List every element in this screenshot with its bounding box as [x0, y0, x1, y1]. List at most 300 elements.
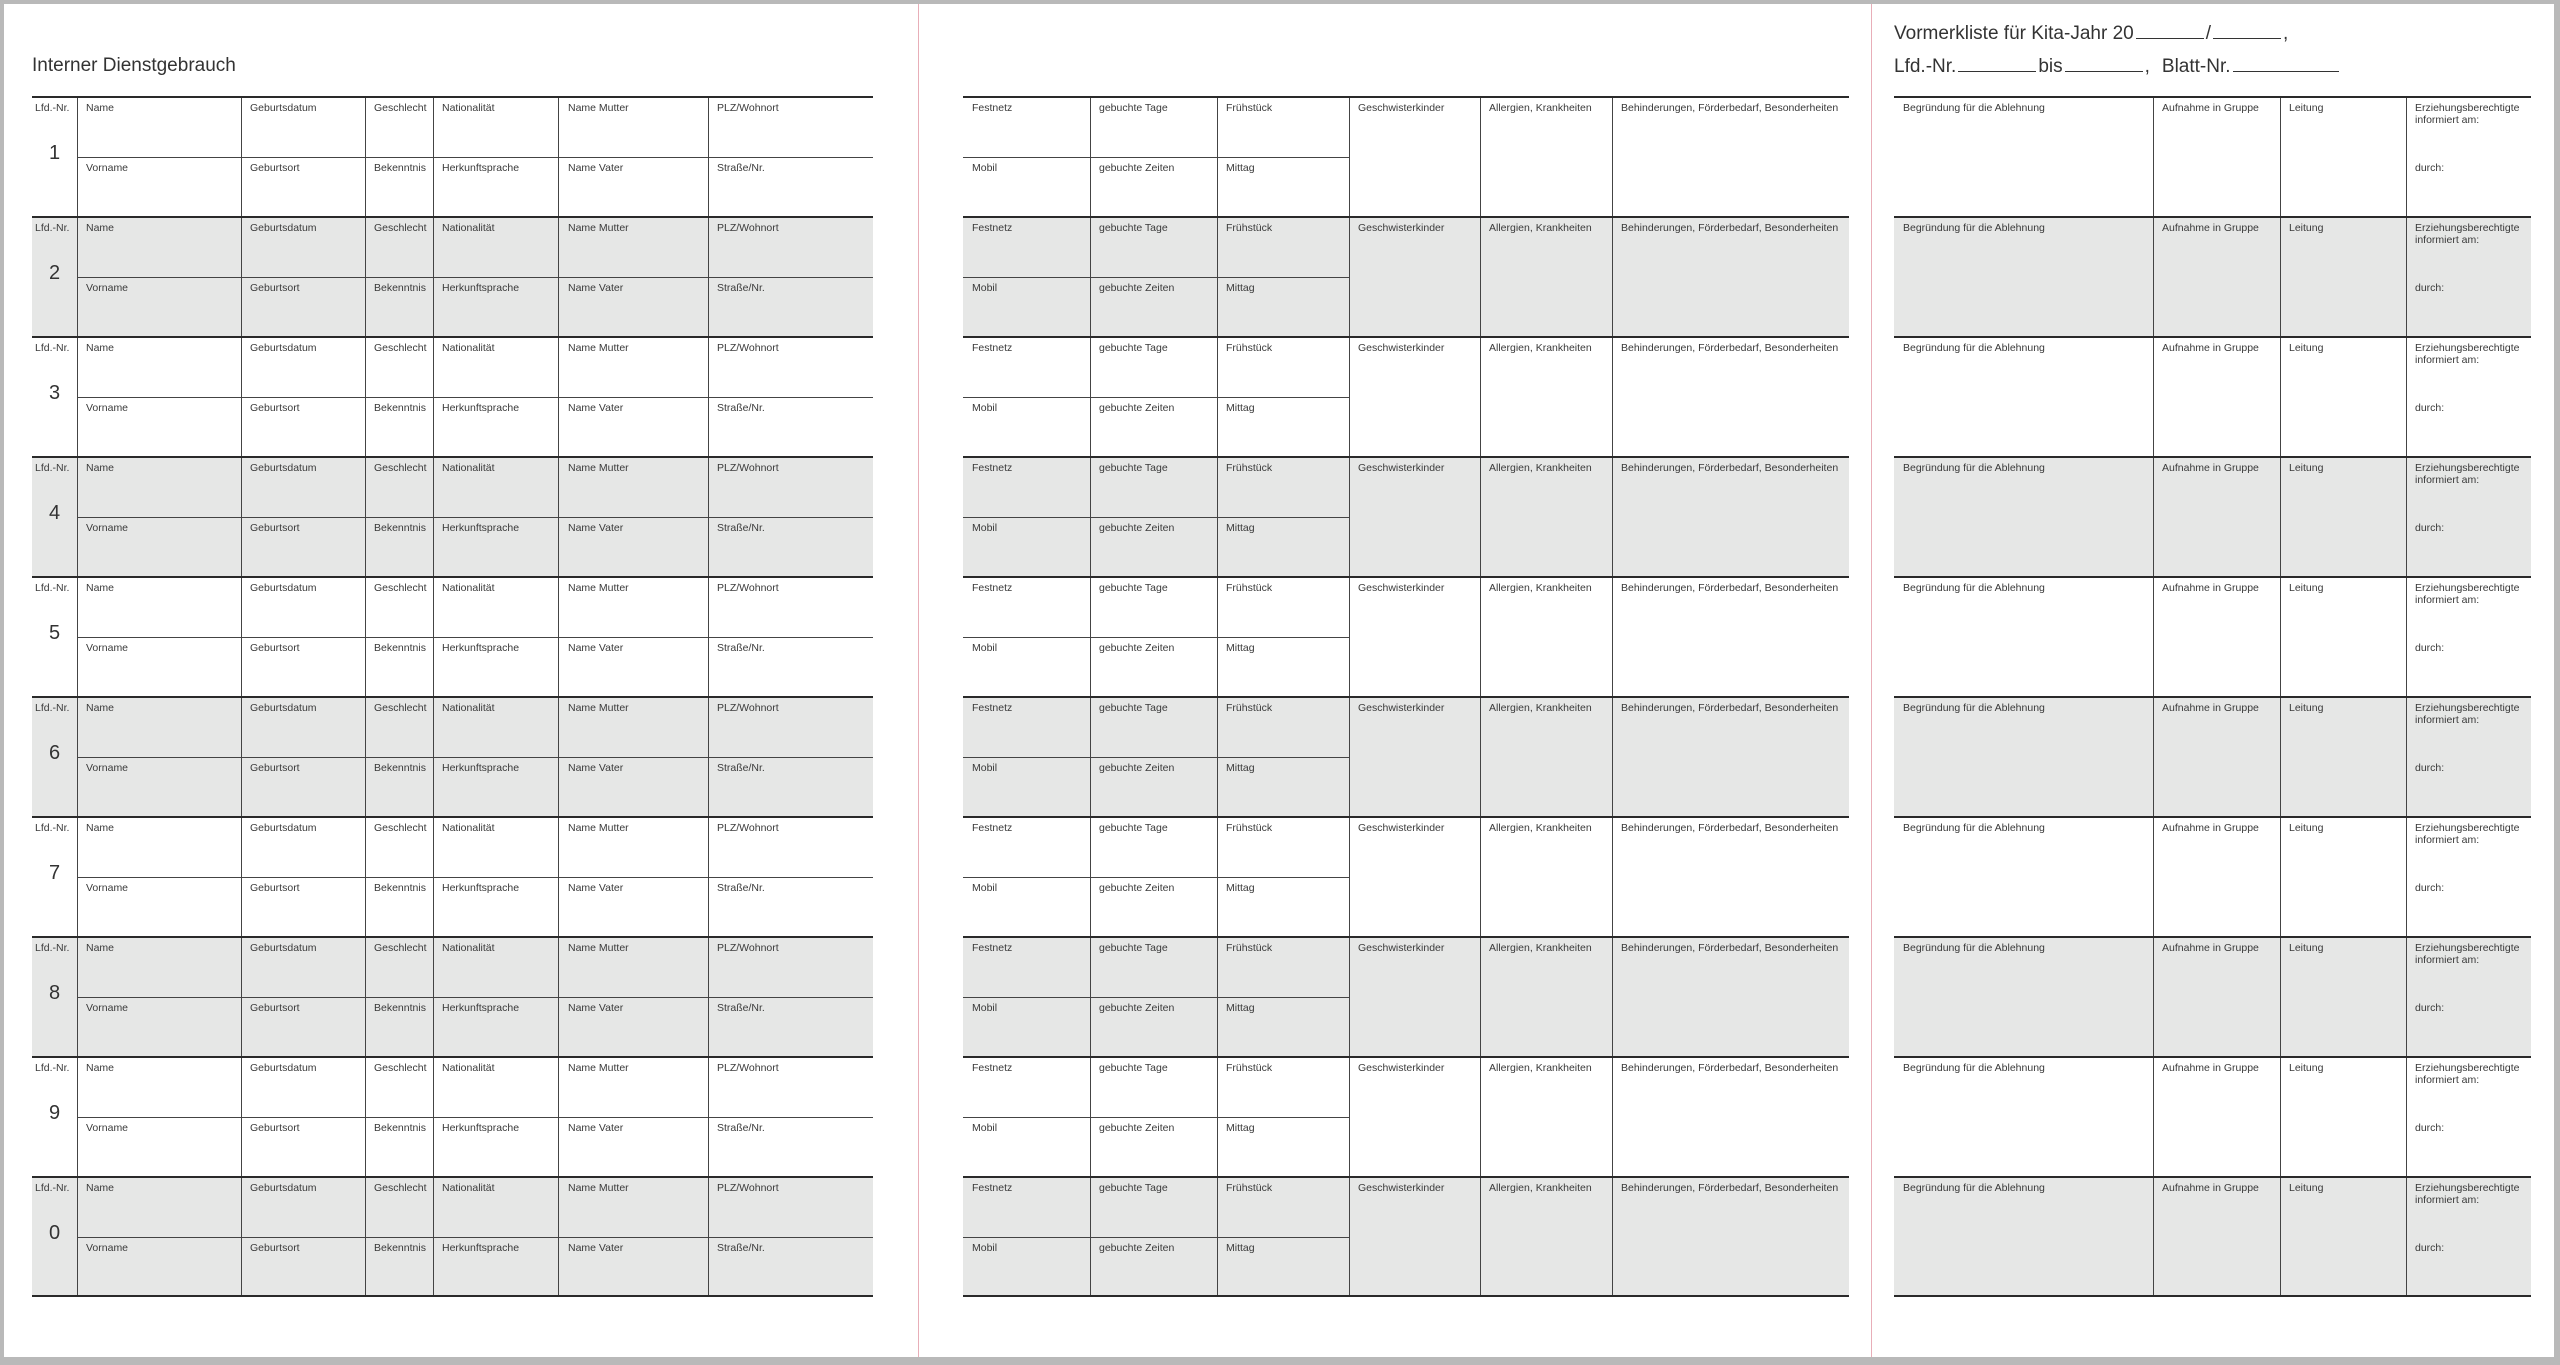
record-block: [963, 1056, 1849, 1176]
field-label: Frühstück: [1226, 1182, 1273, 1194]
field-label: Geschwisterkinder: [1358, 1182, 1445, 1194]
field-label: Leitung: [2289, 222, 2324, 234]
field-label: Mobil: [972, 402, 998, 414]
column-divider: [2406, 578, 2407, 696]
field-label: Nationalität: [442, 942, 495, 954]
record-block: [963, 216, 1849, 336]
field-label: gebuchte Tage: [1099, 702, 1168, 714]
row-divider: [963, 397, 1349, 398]
field-label: Begründung für die Ablehnung: [1903, 342, 2045, 354]
field-label: Geschlecht: [374, 1182, 427, 1194]
field-label: Vorname: [86, 1122, 129, 1134]
informed-label: Erziehungsberechtigte informiert am:: [2415, 342, 2520, 366]
field-label: gebuchte Tage: [1099, 582, 1168, 594]
field-label: Nationalität: [442, 822, 495, 834]
column-divider: [1480, 98, 1481, 216]
field-label: Mittag: [1226, 762, 1255, 774]
field-label: Allergien, Krankheiten: [1489, 582, 1592, 594]
field-label: Aufnahme in Gruppe: [2162, 462, 2259, 474]
field-label: Name Vater: [568, 402, 624, 414]
field-label: Allergien, Krankheiten: [1489, 462, 1592, 474]
informed-by-label: durch:: [2415, 522, 2445, 534]
field-label: Behinderungen, Förderbedarf, Besonderheiten: [1621, 222, 1839, 234]
field-label: PLZ/Wohnort: [717, 702, 779, 714]
record-block: [32, 816, 873, 936]
record-block: [963, 1176, 1849, 1296]
column-divider: [1612, 338, 1613, 456]
column-divider: [2153, 1178, 2154, 1296]
field-label: Name Vater: [568, 1242, 624, 1254]
field-label: Mittag: [1226, 642, 1255, 654]
field-label: PLZ/Wohnort: [717, 1062, 779, 1074]
informed-by-label: durch:: [2415, 162, 2445, 174]
field-label: Geschwisterkinder: [1358, 1062, 1445, 1074]
lfd-nr-label: Lfd.-Nr.: [35, 702, 70, 714]
field-label: Nationalität: [442, 702, 495, 714]
field-label: gebuchte Zeiten: [1099, 282, 1175, 294]
field-label: Vorname: [86, 762, 129, 774]
field-label: Leitung: [2289, 822, 2324, 834]
record-block: [963, 936, 1849, 1056]
field-label: Behinderungen, Förderbedarf, Besonderheiten: [1621, 1062, 1839, 1074]
field-label: Frühstück: [1226, 342, 1273, 354]
column-divider: [2280, 218, 2281, 336]
field-label: Nationalität: [442, 342, 495, 354]
informed-by-label: durch:: [2415, 402, 2445, 414]
row-divider: [963, 277, 1349, 278]
field-label: Geschlecht: [374, 342, 427, 354]
field-label: Geburtsdatum: [250, 102, 317, 114]
record-block: [1894, 96, 2531, 216]
lfd-nr-label: Lfd.-Nr.: [35, 582, 70, 594]
field-label: Straße/Nr.: [717, 882, 765, 894]
record-block: [963, 816, 1849, 936]
column-divider: [1349, 98, 1350, 216]
column-divider: [1349, 338, 1350, 456]
field-label: Begründung für die Ablehnung: [1903, 942, 2045, 954]
field-label: Behinderungen, Förderbedarf, Besonderheiten: [1621, 342, 1839, 354]
field-label: Begründung für die Ablehnung: [1903, 582, 2045, 594]
field-label: Name Mutter: [568, 342, 629, 354]
kita-year-label: Vormerkliste für Kita-Jahr 20: [1894, 23, 2134, 44]
field-label: Herkunftsprache: [442, 522, 520, 534]
field-label: Geschwisterkinder: [1358, 582, 1445, 594]
field-label: Geschlecht: [374, 582, 427, 594]
sheet-number-line: [1894, 56, 2341, 78]
booking-health-table: [963, 96, 1849, 1297]
column-divider: [2280, 1178, 2281, 1296]
field-label: Bekenntnis: [374, 162, 426, 174]
record-block: [32, 1176, 873, 1296]
field-label: Name Vater: [568, 1122, 624, 1134]
record-number: 2: [48, 262, 61, 284]
field-label: Vorname: [86, 882, 129, 894]
field-label: Allergien, Krankheiten: [1489, 222, 1592, 234]
column-divider: [2153, 338, 2154, 456]
column-divider: [2280, 698, 2281, 816]
informed-label: Erziehungsberechtigte informiert am:: [2415, 942, 2520, 966]
column-divider: [2406, 218, 2407, 336]
informed-label: Erziehungsberechtigte informiert am:: [2415, 582, 2520, 606]
field-label: Geburtsort: [250, 282, 300, 294]
field-label: Aufnahme in Gruppe: [2162, 822, 2259, 834]
page-frame-bottom: [0, 1357, 2560, 1365]
field-label: Mittag: [1226, 1002, 1255, 1014]
column-divider: [2406, 98, 2407, 216]
field-label: Mobil: [972, 282, 998, 294]
field-label: Geburtsort: [250, 1122, 300, 1134]
field-label: Vorname: [86, 642, 129, 654]
row-divider: [77, 1117, 873, 1118]
field-label: Aufnahme in Gruppe: [2162, 942, 2259, 954]
field-label: Straße/Nr.: [717, 162, 765, 174]
field-label: Geschlecht: [374, 462, 427, 474]
row-divider: [963, 1117, 1349, 1118]
field-label: Geschwisterkinder: [1358, 942, 1445, 954]
field-label: Name Vater: [568, 882, 624, 894]
record-block: [1894, 1056, 2531, 1176]
field-label: Festnetz: [972, 942, 1013, 954]
lfd-nr-label: Lfd.-Nr.: [35, 102, 70, 114]
field-label: Behinderungen, Förderbedarf, Besonderheiten: [1621, 1182, 1839, 1194]
row-divider: [77, 157, 873, 158]
field-label: Name Mutter: [568, 102, 629, 114]
field-label: Frühstück: [1226, 102, 1273, 114]
field-label: Frühstück: [1226, 582, 1273, 594]
field-label: Straße/Nr.: [717, 402, 765, 414]
column-divider: [2280, 1058, 2281, 1176]
field-label: Aufnahme in Gruppe: [2162, 1182, 2259, 1194]
record-block: [1894, 336, 2531, 456]
field-label: Bekenntnis: [374, 282, 426, 294]
informed-by-label: durch:: [2415, 642, 2445, 654]
field-label: Behinderungen, Förderbedarf, Besonderheiten: [1621, 822, 1839, 834]
lfd-nr-label: Lfd.-Nr.: [35, 822, 70, 834]
field-label: Allergien, Krankheiten: [1489, 1182, 1592, 1194]
field-label: Name: [86, 222, 115, 234]
field-label: Mobil: [972, 522, 998, 534]
field-label: Name Vater: [568, 1002, 624, 1014]
column-divider: [1480, 458, 1481, 576]
kita-year-from-blank[interactable]: [2136, 38, 2204, 39]
field-label: Aufnahme in Gruppe: [2162, 1062, 2259, 1074]
bis-label: bis: [2038, 56, 2063, 77]
field-label: Geburtsdatum: [250, 342, 317, 354]
informed-label: Erziehungsberechtigte informiert am:: [2415, 462, 2520, 486]
column-divider: [1480, 218, 1481, 336]
row-divider: [963, 877, 1349, 878]
column-divider: [1612, 1058, 1613, 1176]
field-label: Nationalität: [442, 102, 495, 114]
field-label: Geburtsort: [250, 762, 300, 774]
field-label: Geschwisterkinder: [1358, 222, 1445, 234]
column-divider: [2406, 1178, 2407, 1296]
field-label: Name: [86, 1182, 115, 1194]
lfd-from-blank[interactable]: [1958, 71, 2036, 72]
field-label: Frühstück: [1226, 1062, 1273, 1074]
field-label: Mobil: [972, 882, 998, 894]
column-divider: [1612, 98, 1613, 216]
column-divider: [1480, 578, 1481, 696]
field-label: Name Vater: [568, 522, 624, 534]
field-label: Behinderungen, Förderbedarf, Besonderheiten: [1621, 462, 1839, 474]
field-label: PLZ/Wohnort: [717, 462, 779, 474]
field-label: Straße/Nr.: [717, 1242, 765, 1254]
record-number: 5: [48, 622, 61, 644]
field-label: gebuchte Zeiten: [1099, 162, 1175, 174]
field-label: Mittag: [1226, 522, 1255, 534]
field-label: Festnetz: [972, 102, 1013, 114]
field-label: Begründung für die Ablehnung: [1903, 1182, 2045, 1194]
column-divider: [2280, 98, 2281, 216]
field-label: gebuchte Zeiten: [1099, 1242, 1175, 1254]
row-divider: [77, 517, 873, 518]
field-label: Allergien, Krankheiten: [1489, 1062, 1592, 1074]
field-label: Geburtsort: [250, 642, 300, 654]
lfd-nr-label: Lfd.-Nr.: [35, 942, 70, 954]
field-label: Geschwisterkinder: [1358, 702, 1445, 714]
field-label: Leitung: [2289, 342, 2324, 354]
column-divider: [2280, 938, 2281, 1056]
lfd-range-label: Lfd.-Nr.: [1894, 56, 1957, 77]
column-divider: [1349, 698, 1350, 816]
row-divider: [963, 157, 1349, 158]
field-label: Bekenntnis: [374, 642, 426, 654]
field-label: Bekenntnis: [374, 762, 426, 774]
personal-data-table: [32, 96, 873, 1297]
field-label: Festnetz: [972, 702, 1013, 714]
field-label: gebuchte Tage: [1099, 462, 1168, 474]
column-divider: [1349, 818, 1350, 936]
column-divider: [1612, 698, 1613, 816]
field-label: Geschlecht: [374, 222, 427, 234]
column-divider: [2153, 578, 2154, 696]
field-label: gebuchte Tage: [1099, 1182, 1168, 1194]
record-block: [1894, 816, 2531, 936]
lfd-nr-label: Lfd.-Nr.: [35, 1062, 70, 1074]
column-divider: [1612, 818, 1613, 936]
field-label: Geschwisterkinder: [1358, 822, 1445, 834]
record-number: 7: [48, 862, 61, 884]
row-divider: [77, 277, 873, 278]
row-divider: [963, 757, 1349, 758]
field-label: Vorname: [86, 522, 129, 534]
field-label: Geburtsort: [250, 162, 300, 174]
column-divider: [2406, 698, 2407, 816]
lfd-nr-label: Lfd.-Nr.: [35, 342, 70, 354]
field-label: Leitung: [2289, 102, 2324, 114]
field-label: PLZ/Wohnort: [717, 102, 779, 114]
column-divider: [1612, 218, 1613, 336]
field-label: Geburtsort: [250, 1242, 300, 1254]
field-label: Allergien, Krankheiten: [1489, 942, 1592, 954]
field-label: Geschlecht: [374, 942, 427, 954]
field-label: Allergien, Krankheiten: [1489, 102, 1592, 114]
field-label: Herkunftsprache: [442, 1242, 520, 1254]
field-label: PLZ/Wohnort: [717, 582, 779, 594]
field-label: Geburtsdatum: [250, 702, 317, 714]
table-bottom-rule: [963, 1295, 1849, 1297]
record-block: [32, 576, 873, 696]
page-separator-2: [1871, 4, 1872, 1357]
field-label: PLZ/Wohnort: [717, 942, 779, 954]
lfd-nr-label: Lfd.-Nr.: [35, 222, 70, 234]
table-bottom-rule: [32, 1295, 873, 1297]
field-label: Mobil: [972, 1122, 998, 1134]
column-divider: [1480, 1178, 1481, 1296]
field-label: Mittag: [1226, 282, 1255, 294]
field-label: Behinderungen, Förderbedarf, Besonderheiten: [1621, 582, 1839, 594]
record-block: [963, 96, 1849, 216]
field-label: Leitung: [2289, 702, 2324, 714]
record-block: [32, 1056, 873, 1176]
field-label: Bekenntnis: [374, 522, 426, 534]
field-label: Leitung: [2289, 1182, 2324, 1194]
field-label: Name Mutter: [568, 1062, 629, 1074]
column-divider: [2280, 578, 2281, 696]
field-label: Name Mutter: [568, 1182, 629, 1194]
field-label: Name: [86, 462, 115, 474]
field-label: Mobil: [972, 162, 998, 174]
lfd-nr-label: Lfd.-Nr.: [35, 462, 70, 474]
field-label: Allergien, Krankheiten: [1489, 342, 1592, 354]
field-label: Behinderungen, Förderbedarf, Besonderheiten: [1621, 942, 1839, 954]
field-label: Mittag: [1226, 1242, 1255, 1254]
record-block: [963, 456, 1849, 576]
record-block: [1894, 576, 2531, 696]
field-label: gebuchte Zeiten: [1099, 1122, 1175, 1134]
informed-by-label: durch:: [2415, 282, 2445, 294]
field-label: Begründung für die Ablehnung: [1903, 102, 2045, 114]
informed-label: Erziehungsberechtigte informiert am:: [2415, 1182, 2520, 1206]
decision-table: [1894, 96, 2531, 1297]
field-label: Bekenntnis: [374, 882, 426, 894]
record-block: [32, 336, 873, 456]
informed-by-label: durch:: [2415, 1122, 2445, 1134]
blatt-number-blank[interactable]: [2233, 71, 2339, 72]
field-label: Aufnahme in Gruppe: [2162, 222, 2259, 234]
column-divider: [2153, 458, 2154, 576]
field-label: Vorname: [86, 282, 129, 294]
field-label: Geburtsdatum: [250, 822, 317, 834]
field-label: Name Mutter: [568, 582, 629, 594]
field-label: Geschlecht: [374, 702, 427, 714]
sheet-comma: ,: [2144, 56, 2150, 77]
informed-label: Erziehungsberechtigte informiert am:: [2415, 702, 2520, 726]
field-label: Name Mutter: [568, 222, 629, 234]
field-label: Straße/Nr.: [717, 1002, 765, 1014]
row-divider: [77, 637, 873, 638]
field-label: Aufnahme in Gruppe: [2162, 582, 2259, 594]
field-label: Bekenntnis: [374, 402, 426, 414]
field-label: Frühstück: [1226, 702, 1273, 714]
field-label: Frühstück: [1226, 942, 1273, 954]
field-label: Herkunftsprache: [442, 282, 520, 294]
field-label: Geburtsdatum: [250, 462, 317, 474]
field-label: Leitung: [2289, 582, 2324, 594]
record-block: [1894, 936, 2531, 1056]
column-divider: [2153, 98, 2154, 216]
kita-year-slash: /: [2205, 23, 2211, 44]
field-label: Mobil: [972, 1242, 998, 1254]
field-label: Behinderungen, Förderbedarf, Besonderheiten: [1621, 102, 1839, 114]
field-label: Aufnahme in Gruppe: [2162, 102, 2259, 114]
record-block: [963, 336, 1849, 456]
column-divider: [1612, 938, 1613, 1056]
field-label: Geschwisterkinder: [1358, 102, 1445, 114]
field-label: Allergien, Krankheiten: [1489, 822, 1592, 834]
column-divider: [1612, 1178, 1613, 1296]
column-divider: [1480, 1058, 1481, 1176]
record-block: [1894, 456, 2531, 576]
field-label: gebuchte Zeiten: [1099, 882, 1175, 894]
column-divider: [2153, 1058, 2154, 1176]
row-divider: [963, 1237, 1349, 1238]
column-divider: [1349, 458, 1350, 576]
field-label: Name: [86, 822, 115, 834]
field-label: Vorname: [86, 162, 129, 174]
kita-year-to-blank[interactable]: [2213, 38, 2281, 39]
field-label: Frühstück: [1226, 822, 1273, 834]
column-divider: [2153, 938, 2154, 1056]
field-label: Straße/Nr.: [717, 522, 765, 534]
field-label: Begründung für die Ablehnung: [1903, 822, 2045, 834]
field-label: Frühstück: [1226, 462, 1273, 474]
field-label: gebuchte Tage: [1099, 942, 1168, 954]
field-label: Mittag: [1226, 882, 1255, 894]
informed-label: Erziehungsberechtigte informiert am:: [2415, 102, 2520, 126]
column-divider: [1480, 338, 1481, 456]
field-label: Begründung für die Ablehnung: [1903, 1062, 2045, 1074]
field-label: Leitung: [2289, 1062, 2324, 1074]
field-label: Geburtsort: [250, 882, 300, 894]
field-label: gebuchte Zeiten: [1099, 402, 1175, 414]
row-divider: [963, 517, 1349, 518]
record-block: [32, 456, 873, 576]
record-block: [963, 696, 1849, 816]
field-label: gebuchte Zeiten: [1099, 642, 1175, 654]
field-label: Vorname: [86, 402, 129, 414]
record-block: [1894, 216, 2531, 336]
field-label: Geburtsort: [250, 1002, 300, 1014]
field-label: Geburtsdatum: [250, 582, 317, 594]
field-label: Vorname: [86, 1002, 129, 1014]
field-label: Bekenntnis: [374, 1002, 426, 1014]
record-number: 8: [48, 982, 61, 1004]
field-label: Geschlecht: [374, 822, 427, 834]
record-block: [32, 936, 873, 1056]
field-label: Mittag: [1226, 1122, 1255, 1134]
column-divider: [1349, 938, 1350, 1056]
page-frame-right: [2554, 0, 2560, 1365]
field-label: Name Vater: [568, 282, 624, 294]
field-label: Geburtsdatum: [250, 1182, 317, 1194]
column-divider: [2153, 818, 2154, 936]
lfd-to-blank[interactable]: [2065, 71, 2143, 72]
column-divider: [2406, 458, 2407, 576]
field-label: Geschlecht: [374, 102, 427, 114]
field-label: Leitung: [2289, 942, 2324, 954]
field-label: Name: [86, 342, 115, 354]
column-divider: [2406, 338, 2407, 456]
column-divider: [1349, 578, 1350, 696]
field-label: gebuchte Zeiten: [1099, 1002, 1175, 1014]
field-label: Straße/Nr.: [717, 762, 765, 774]
column-divider: [2406, 1058, 2407, 1176]
field-label: gebuchte Tage: [1099, 1062, 1168, 1074]
field-label: Festnetz: [972, 462, 1013, 474]
column-divider: [2280, 458, 2281, 576]
